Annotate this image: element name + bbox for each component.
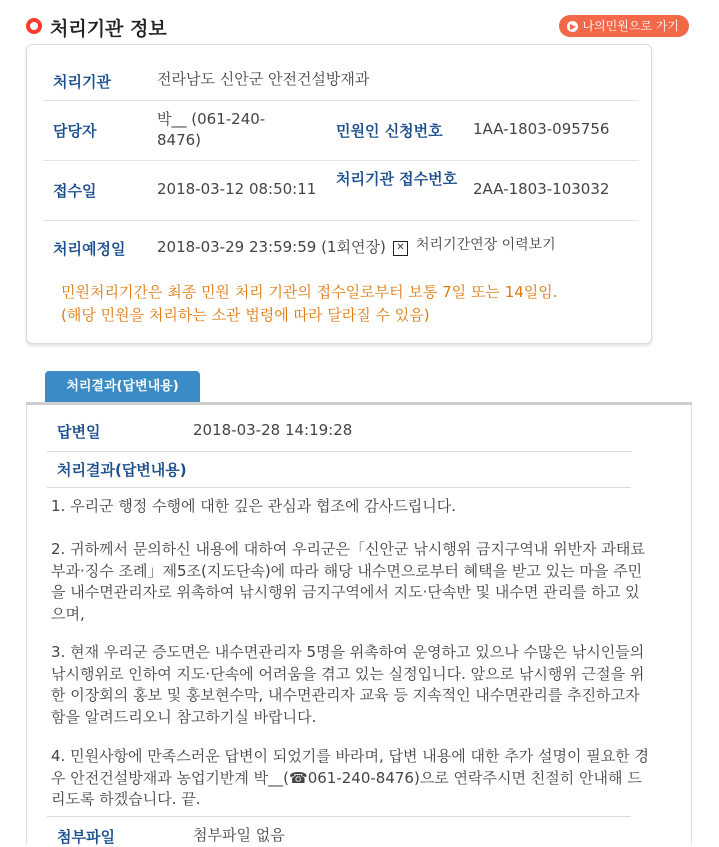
row-manager [43,100,639,161]
extension-history-link[interactable] [393,235,556,256]
my-complaint-button-label: 나의민원으로 가기 [582,19,679,33]
due-value: 2018-03-29 23:59:59 (1회연장) [157,238,386,256]
agency-receipt-value: 2AA-1803-103032 [473,180,610,198]
close-box-icon: ✕ [393,241,408,256]
divider [47,816,631,817]
section-header [0,0,719,44]
attachment-value: 첨부파일 없음 [193,826,285,844]
notice-line-2: (해당 민원을 처리하는 소관 법령에 따라 달라질 수 있음) [61,306,430,324]
due-label: 처리예정일 [53,240,126,258]
processing-period-notice [61,281,631,327]
extension-history-label: 처리기간연장 이력보기 [416,237,556,253]
attachment-label: 첨부파일 [57,828,115,846]
tab-result[interactable]: 처리결과(답변내용) [45,371,200,403]
answer-date-value: 2018-03-28 14:19:28 [193,421,353,439]
agency-info-panel [26,44,652,344]
row-received [43,160,639,221]
answer-paragraph-2: 2. 귀하께서 문의하신 내용에 대하여 우리군은「신안군 낚시행위 금지구역내 위반자 과태료 부과·징수 조례」제5조(지도단속)에 따라 해당 내수면으로부터 혜택을 받고 있는 마을 주민을 내수면관리자로 위촉하여 낚시행위 금지구역에서 지도·단속반 및 내수면 관리를 하고 있으며, [51,540,645,623]
divider [47,487,631,488]
page-title: 처리기관 정보 [50,18,167,40]
answer-paragraph-1: 1. 우리군 행정 수행에 대한 깊은 관심과 협조에 감사드립니다. [51,497,456,515]
answer-date-label: 답변일 [57,423,101,441]
applicant-no-label: 민원인 신청번호 [336,122,443,140]
org-label: 처리기관 [53,73,111,91]
answer-paragraph-4: 4. 민원사항에 만족스러운 답변이 되었기를 바라며, 답변 내용에 대한 추가 설명이 필요한 경우 안전건설방재과 농업기반계 박__(☎061-240-8476)으로 연락주시면 친절히 안내해 드리도록 하겠습니다. 끝. [51,747,649,808]
notice-line-1: 민원처리기간은 최종 민원 처리 기관의 접수일로부터 보통 7일 또는 14일임. [61,283,558,301]
row-due [43,220,639,275]
row-agency [43,45,639,101]
divider [47,451,631,452]
content-heading: 처리결과(답변내용) [57,461,187,479]
received-label: 접수일 [53,182,97,200]
received-value: 2018-03-12 08:50:11 [157,180,317,198]
section-bullet-icon [26,18,42,34]
manager-value: 박__ (061-240-8476) [157,110,266,149]
applicant-no-value: 1AA-1803-095756 [473,120,610,138]
my-complaint-button[interactable] [559,15,689,37]
answer-paragraph-3: 3. 현재 우리군 증도면은 내수면관리자 5명을 위촉하여 운영하고 있으나 수많은 낚시인들의 낚시행위로 인하여 지도·단속에 어려움을 겪고 있는 실정입니다. 앞으로 낚시행위 근절을 위한 이장회의 홍보 및 홍보현수막, 내수면관리자 교육 등 지속적인 내수면관리를 추진하고자 함을 알려드리오니 참고하기실 바랍니다. [51,643,645,726]
org-value: 전라남도 신안군 안전건설방재과 [157,70,370,88]
result-panel [26,405,692,845]
manager-label: 담당자 [53,122,97,140]
arrow-right-icon: ▶ [567,21,578,32]
agency-receipt-label: 처리기관 접수번호 [336,170,458,188]
